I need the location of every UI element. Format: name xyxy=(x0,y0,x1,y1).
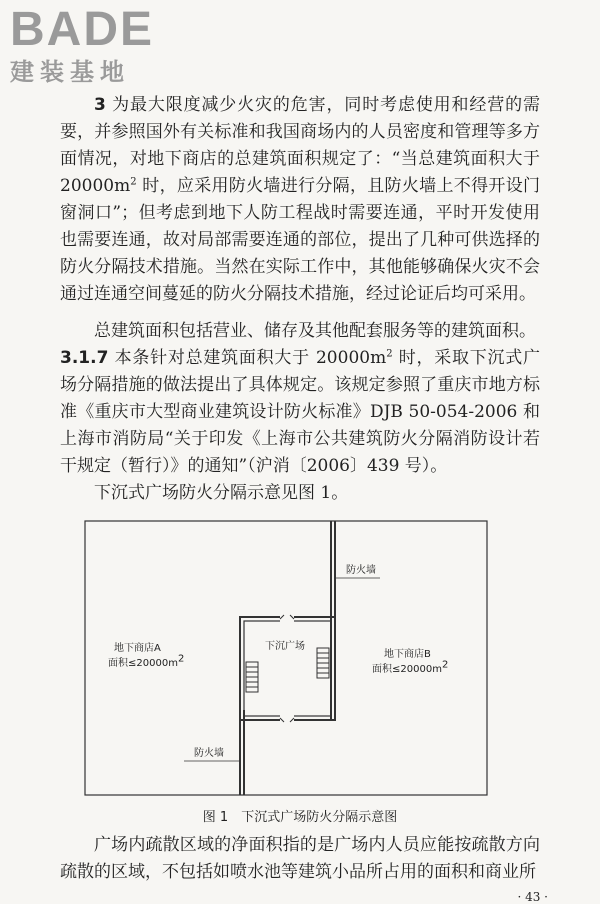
paragraph-evacuation: 广场内疏散区域的净面积指的是广场内人员应能按疏散方向疏散的区域，不包括如喷水池等建筑小品所占用的面积和商业所 xyxy=(60,835,540,882)
label-firewall-bottom: 防火墙 xyxy=(194,748,224,759)
clause-number: 3.1.7 xyxy=(60,348,109,368)
brand-logo xyxy=(10,4,190,86)
label-store-a-name: 地下商店A xyxy=(114,643,161,654)
logo-subtitle: 建装基地 xyxy=(10,58,130,86)
paragraph-item-3 xyxy=(60,92,540,308)
paragraph-clause-3-1-7 xyxy=(60,345,540,480)
page-number: · 43 · xyxy=(517,890,548,904)
paragraph-text-cont: 时，应采用防火墙进行分隔，且防火墙上不得开设门窗洞口”；但考虑到地下人防工程战时需要连通，平时开发使用也需要连通，故对局部需要连通的部位，提出了几种可供选择的防火分隔技术措施。当然在实际工作中，其他能够确保火灾不会通过连通空间蔓延的防火分隔技术措施，经过论证后均可采用。 xyxy=(60,176,540,304)
clause-text-cont: 时，采取下沉式广场分隔措施的做法提出了具体规定。该规定参照了重庆市地方标准《重庆市大型商业建筑设计防火标准》DJB 50-054-2006 和上海市消防局“关于印发《上海市公共建筑防火分隔消防设计若干规定（暂行）》的通知”（沪消〔2006〕439 号）。 xyxy=(60,348,540,476)
superscript: 2 xyxy=(386,348,393,360)
label-store-a-area: 面积$\le 20000m^2$ xyxy=(108,653,185,669)
figure-caption: 图 1 下沉式广场防火分隔示意图 xyxy=(202,810,398,825)
superscript: 2 xyxy=(130,176,137,188)
logo-wordmark: BADE xyxy=(10,3,155,56)
label-store-b-name: 地下商店B xyxy=(384,649,431,660)
stair-left xyxy=(246,662,258,692)
label-firewall-top: 防火墙 xyxy=(346,565,376,576)
sunken-plaza-diagram xyxy=(84,520,488,796)
paragraph-figure-ref: 下沉式广场防火分隔示意见图 1。 xyxy=(94,483,349,503)
paragraph-text: 为最大限度减少火灾的危害，同时考虑使用和经营的需要，并参照国外有关标准和我国商场内的人员密度和管理等多方面情况，对地下商店的总建筑面积规定了：“当总建筑面积大于20000m xyxy=(60,95,541,196)
stair-right xyxy=(317,648,329,678)
paragraph-area-note: 总建筑面积包括营业、储存及其他配套服务等的建筑面积。 xyxy=(94,321,536,341)
label-store-b-area: 面积$\le 20000m^2$ xyxy=(372,659,449,675)
item-number: 3 xyxy=(94,95,106,115)
clause-text: 本条针对总建筑面积大于 20000m xyxy=(114,348,387,368)
label-sunken-plaza: 下沉广场 xyxy=(265,641,305,652)
